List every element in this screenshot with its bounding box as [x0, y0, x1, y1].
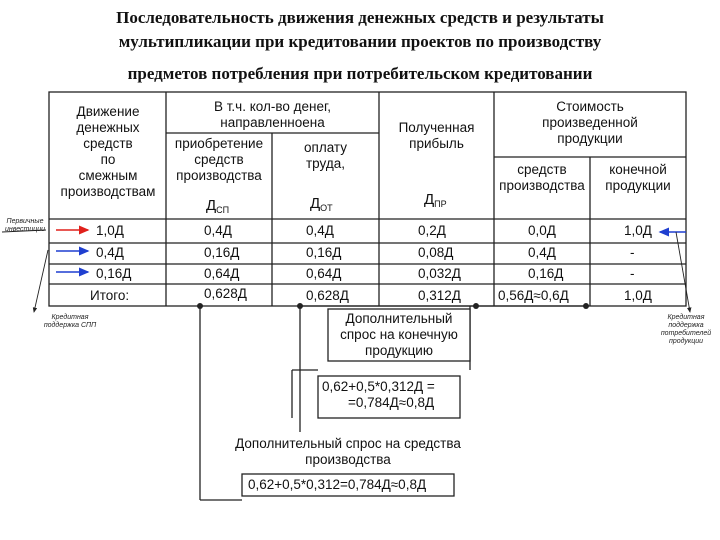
cell: 0,16Д [96, 266, 132, 281]
header-incl: В т.ч. кол-во денег, направленноена [213, 99, 332, 130]
cell: 0,4Д [306, 223, 334, 238]
header-profit: Полученная прибыль [398, 120, 475, 151]
title-line-2: мультипликации при кредитовании проектов по производству [118, 32, 602, 51]
cell: 0,4Д [204, 223, 232, 238]
cell: 0,032Д [418, 266, 461, 281]
cell: 0,56Д≈0,6Д [498, 288, 569, 303]
formula-means: 0,62+0,5*0,312=0,784Д≈0,8Д [248, 477, 427, 492]
cell: 0,628Д [306, 288, 349, 303]
box-means-demand: Дополнительный спрос на средства производства [235, 436, 461, 467]
cell: 1,0Д [624, 223, 652, 238]
symbol-d-ot: $Д_{ОТ}$ [310, 195, 333, 213]
header-purchase: приобретение средств производства [174, 136, 264, 183]
note-primary-investment: Первичные инвестиции [4, 218, 46, 233]
header-final: конечной продукции [605, 162, 671, 193]
cell: 1,0Д [624, 288, 652, 303]
cell: 0,16Д [306, 245, 342, 260]
symbol-d-sp: $Д_{СП}$ [206, 197, 230, 215]
formula-consumer: 0,62+0,5*0,312Д = =0,784Д≈0,8Д [322, 379, 435, 410]
cell: 0,16Д [204, 245, 240, 260]
cell: 0,312Д [418, 288, 461, 303]
cell: Итого: [90, 288, 130, 303]
header-cost: Стоимость произведенной продукции [542, 99, 638, 146]
title-line-3: предметов потребления при потребительском кредитовании [127, 64, 593, 83]
cell: 1,0Д [96, 223, 124, 238]
title-line-1: Последовательность движения денежных средств и результаты [116, 8, 604, 27]
cell: 0,4Д [528, 245, 556, 260]
cell: 0,4Д [96, 245, 124, 260]
note-spp-credit: Кредитная поддержка СПП [43, 314, 97, 329]
cell: 0,2Д [418, 223, 446, 238]
header-labor: оплату труда, [304, 140, 347, 171]
note-consumer-credit: Кредитная поддержка потребителей продукции [660, 314, 712, 345]
cell: 0,64Д [306, 266, 342, 281]
cell: - [630, 266, 635, 281]
cell: 0,16Д [528, 266, 564, 281]
header-means: средств производства [499, 162, 585, 193]
cell: 0,08Д [418, 245, 454, 260]
cell: 0,628Д [204, 286, 247, 301]
cell: 0,0Д [528, 223, 556, 238]
header-movement: Движение денежных средств по смежным производствам [60, 104, 156, 199]
symbol-d-pr: $Д_{ПР}$ [424, 191, 447, 209]
box-consumer-demand: Дополнительный спрос на конечную продукцию [340, 311, 458, 358]
cell: - [630, 245, 635, 260]
cell: 0,64Д [204, 266, 240, 281]
